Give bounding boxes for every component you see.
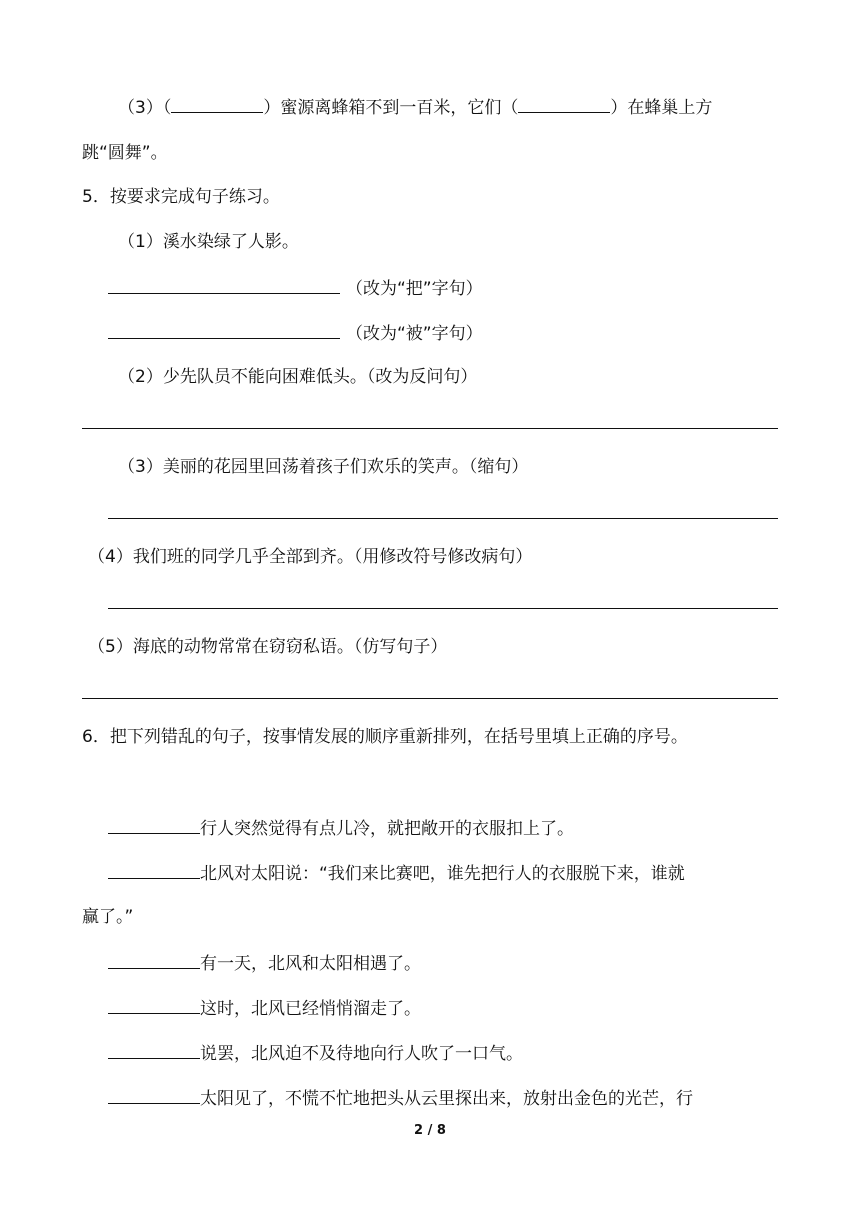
order-blank[interactable] [108,950,200,969]
q6-sentence-text: 太阳见了，不慌不忙地把头从云里探出来，放射出金色的光芒，行 [200,1089,693,1109]
q6-sentence-6 [108,1085,693,1111]
order-blank[interactable] [108,995,200,1014]
order-blank[interactable] [108,1040,200,1059]
q4-item3-line [118,94,712,120]
q4-item3-mid1: ）蜜源离蜂箱不到一百米，它们（ [263,98,519,118]
q6-sentence-text: 北风对太阳说：“我们来比赛吧，谁先把行人的衣服脱下来，谁就 [200,864,685,884]
q4-item3-continuation: 跳“圆舞”。 [82,143,168,163]
order-blank[interactable] [108,860,200,879]
q5-heading: 5．按要求完成句子练习。 [82,187,280,207]
q6-heading: 6．把下列错乱的句子，按事情发展的顺序重新排列，在括号里填上正确的序号。 [82,727,688,747]
answer-blank[interactable] [108,320,340,339]
q6-sentence-5 [108,1040,523,1066]
answer-blank[interactable] [518,94,610,113]
q5-item1-bei-hint: （改为“被”字句） [346,324,483,344]
q5-item1-ba-hint: （改为“把”字句） [346,279,483,299]
q5-item5: （5）海底的动物常常在窃窃私语。（仿写句子） [88,637,448,657]
order-blank[interactable] [108,815,200,834]
answer-line[interactable] [108,518,778,519]
answer-blank[interactable] [171,94,263,113]
q5-item1-bei-line [108,320,483,346]
answer-blank[interactable] [108,275,340,294]
q4-item3-mid2: ）在蜂巢上方 [610,98,713,118]
order-blank[interactable] [108,1085,200,1104]
q4-item3-prefix: （3）（ [118,98,172,118]
q5-item1: （1）溪水染绿了人影。 [118,232,299,252]
q5-item3: （3）美丽的花园里回荡着孩子们欢乐的笑声。（缩句） [118,457,529,477]
q6-sentence-3 [108,950,421,976]
answer-line[interactable] [108,608,778,609]
q6-sentence-2 [108,860,685,886]
q6-sentence-2-continuation: 赢了。” [82,907,134,927]
q6-sentence-text: 有一天，北风和太阳相遇了。 [200,954,421,974]
q6-sentence-text: 行人突然觉得有点儿冷，就把敞开的衣服扣上了。 [200,819,574,839]
q6-sentence-1 [108,815,574,841]
q6-sentence-text: 这时，北风已经悄悄溜走了。 [200,999,421,1019]
q5-item2: （2）少先队员不能向困难低头。（改为反问句） [118,367,478,387]
q5-item4: （4）我们班的同学几乎全部到齐。（用修改符号修改病句） [88,547,533,567]
q6-sentence-text: 说罢，北风迫不及待地向行人吹了一口气。 [200,1044,523,1064]
answer-line[interactable] [82,698,778,699]
page-number: 2 / 8 [414,1123,446,1138]
q6-sentence-4 [108,995,421,1021]
answer-line[interactable] [82,428,778,429]
q5-item1-ba-line [108,275,483,301]
